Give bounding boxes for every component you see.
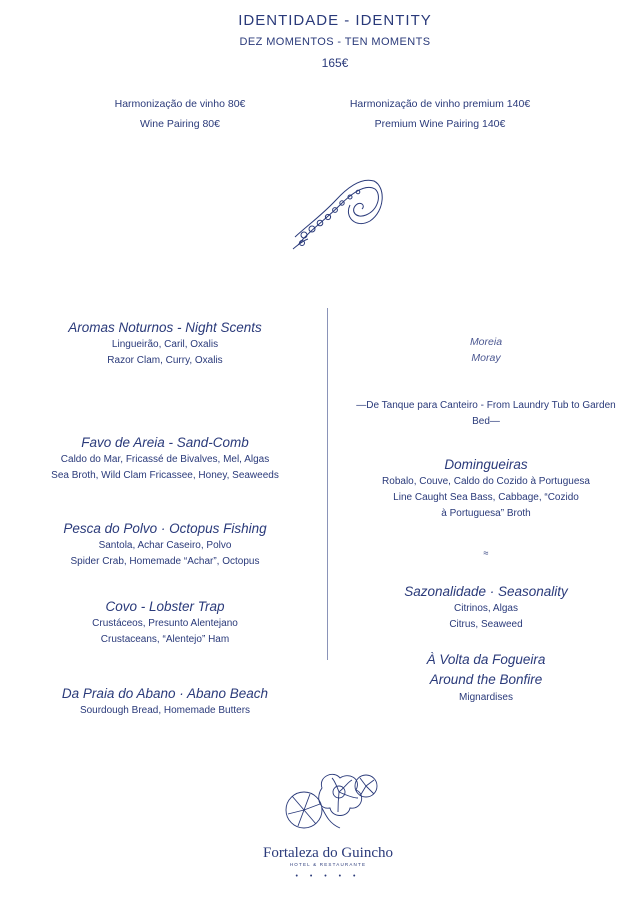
course-desc: Crustaceans, “Alentejo” Ham xyxy=(100,634,230,645)
course-title: Aromas Noturnos - Night Scents xyxy=(68,320,262,335)
course-title-en: Moray xyxy=(471,352,501,364)
course-domingueiras xyxy=(340,456,632,522)
course-desc: Bed— xyxy=(472,416,500,427)
course-desc: Sea Broth, Wild Clam Fricassee, Honey, Seaweeds xyxy=(51,470,279,481)
course-desc: Sourdough Bread, Homemade Butters xyxy=(79,705,251,716)
wine-pairing xyxy=(80,94,280,134)
course-desc: Spider Crab, Homemade “Achar”, Octopus xyxy=(70,556,260,567)
course-title: Covo - Lobster Trap xyxy=(105,599,225,614)
logo-stars: • • • • • xyxy=(295,873,361,880)
course-fogueira xyxy=(340,650,632,706)
premium-pairing-pt: Harmonização de vinho premium 140€ xyxy=(349,98,531,110)
course-desc: Robalo, Couve, Caldo do Cozido à Portuguesa xyxy=(382,476,590,487)
course-desc: à Portuguesa” Broth xyxy=(441,508,531,519)
course-title: Pesca do Polvo · Octopus Fishing xyxy=(63,521,267,536)
course-tanque-canteiro xyxy=(340,398,632,430)
column-divider xyxy=(327,308,328,660)
course-covo xyxy=(40,598,290,648)
premium-pairing-en: Premium Wine Pairing 140€ xyxy=(374,118,506,130)
course-sazonalidade xyxy=(340,583,632,633)
menu-price: 165€ xyxy=(321,56,349,70)
course-desc: Caldo do Mar, Fricassé de Bivalves, Mel, Algas xyxy=(60,454,270,465)
course-title: Da Praia do Abano · Abano Beach xyxy=(61,686,269,701)
nasturtium-flower-illustration xyxy=(282,768,380,832)
octopus-tentacle-illustration xyxy=(290,175,385,253)
course-desc: Crustáceos, Presunto Alentejano xyxy=(92,618,238,629)
course-title: Favo de Areia - Sand-Comb xyxy=(81,435,249,450)
course-title: Sazonalidade · Seasonality xyxy=(404,584,568,599)
course-desc: Razor Clam, Curry, Oxalis xyxy=(107,355,223,366)
course-desc: Lingueirão, Caril, Oxalis xyxy=(111,339,219,350)
course-title-en: Around the Bonfire xyxy=(429,672,543,687)
course-title-pt: À Volta da Fogueira xyxy=(426,652,546,667)
course-praia-do-abano xyxy=(40,685,290,719)
course-title-pt: Moreia xyxy=(469,336,503,348)
course-desc: Citrinos, Algas xyxy=(454,603,518,614)
wine-pairing-pt: Harmonização de vinho 80€ xyxy=(114,98,246,110)
logo-subtitle: HOTEL & RESTAURANTE xyxy=(289,862,367,867)
course-desc: Mignardises xyxy=(459,692,513,703)
course-desc: Santola, Achar Caseiro, Polvo xyxy=(98,540,232,551)
approx-separator: ≈ xyxy=(483,548,489,558)
course-moreia xyxy=(340,334,632,366)
course-desc: Line Caught Sea Bass, Cabbage, “Cozido xyxy=(393,492,579,503)
restaurant-logo xyxy=(228,845,428,880)
menu-title: IDENTIDADE - IDENTITY xyxy=(238,12,432,29)
course-pesca-do-polvo xyxy=(40,520,290,570)
premium-wine-pairing xyxy=(330,94,550,134)
menu-subtitle: DEZ MOMENTOS - TEN MOMENTS xyxy=(239,36,431,48)
course-aromas-noturnos xyxy=(40,319,290,369)
course-desc: —De Tanque para Canteiro - From Laundry Tub to Garden xyxy=(356,400,616,411)
course-favo-de-areia xyxy=(40,434,290,484)
course-desc: Citrus, Seaweed xyxy=(449,619,523,630)
wine-pairing-en: Wine Pairing 80€ xyxy=(140,118,220,130)
logo-name: Fortaleza do Guincho xyxy=(263,845,393,861)
course-title: Domingueiras xyxy=(444,457,528,472)
